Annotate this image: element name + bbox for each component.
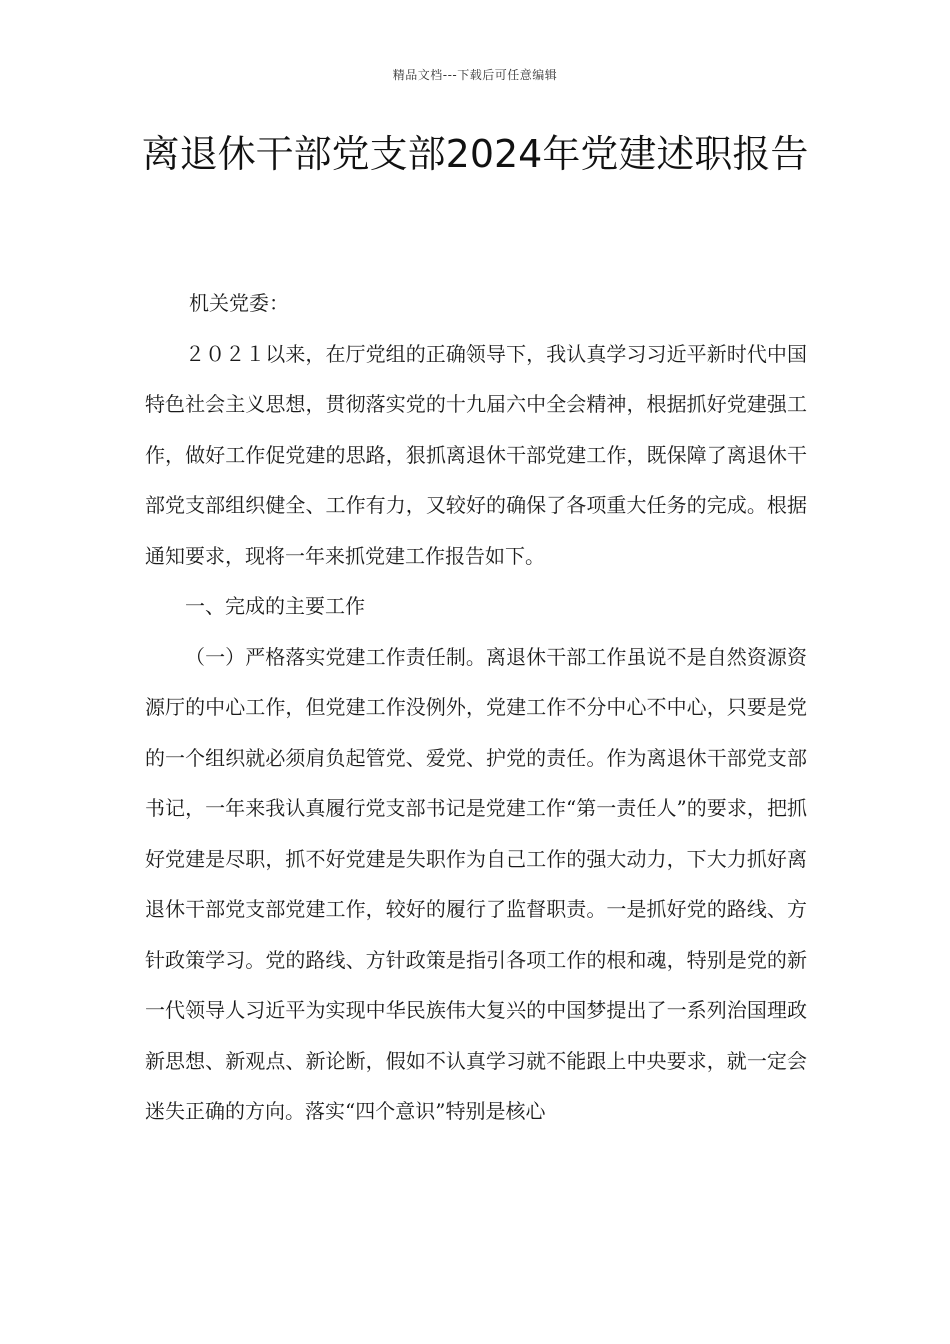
page-header-note: 精品文档---下载后可任意编辑 (392, 68, 558, 82)
salutation: 机关党委： (189, 291, 289, 315)
document-body (145, 278, 807, 1137)
section-heading: 一、完成的主要工作 (185, 594, 365, 618)
paragraph-responsibility: （一）严格落实党建工作责任制。离退休干部工作虽说不是自然资源资源厅的中心工作，但党建工作没例外，党建工作不分中心不中心，只要是党的一个组织就必须肩负起管党、爱党、护党的责任。作为离退休干部党支部书记，一年来我认真履行党支部书记是党建工作“第一责任人”的要求，把抓好党建是尽职，抓不好党建是失职作为自己工作的强大动力，下大力抓好离退休干部党支部党建工作，较好的履行了监督职责。一是抓好党的路线、方针政策学习。党的路线、方针政策是指引各项工作的根和魂，特别是党的新一代领导人习近平为实现中华民族伟大复兴的中国梦提出了一系列治国理政新思想、新观点、新论断，假如不认真学习就不能跟上中央要求，就一定会迷失正确的方向。落实“四个意识”特别是核心 (145, 644, 807, 1123)
paragraph-intro: ２０２１以来，在厅党组的正确领导下，我认真学习习近平新时代中国特色社会主义思想，贯彻落实党的十九届六中全会精神，根据抓好党建强工作，做好工作促党建的思路，狠抓离退休干部党建工作，既保障了离退休干部党支部组织健全、工作有力，又较好的确保了各项重大任务的完成。根据通知要求，现将一年来抓党建工作报告如下。 (145, 341, 807, 568)
document-title: 离退休干部党支部2024年党建述职报告 (141, 132, 809, 176)
